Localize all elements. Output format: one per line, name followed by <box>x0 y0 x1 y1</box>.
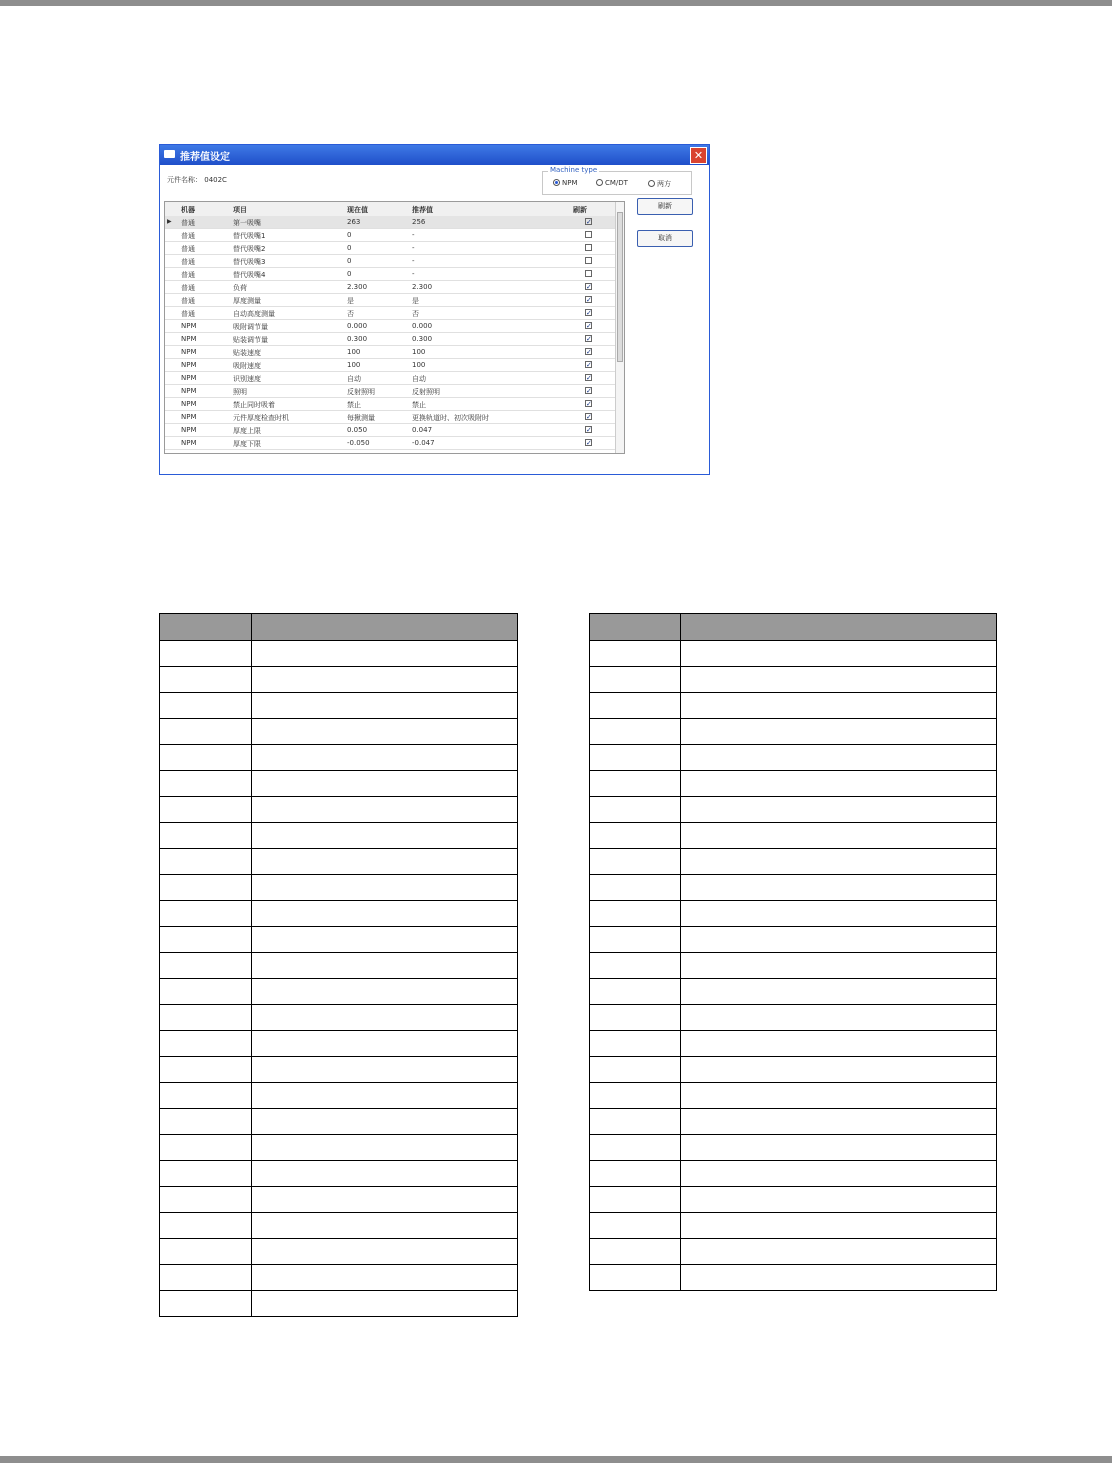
table-cell <box>160 1291 252 1317</box>
refresh-checkbox[interactable]: ✓ <box>586 283 592 291</box>
cell-machine: NPM <box>181 335 197 343</box>
table-row <box>590 667 997 693</box>
table-cell <box>590 1213 681 1239</box>
cell-item: 替代吸嘴4 <box>233 271 266 279</box>
grid-row[interactable] <box>165 424 615 437</box>
grid-row[interactable] <box>165 229 615 242</box>
table-cell <box>590 1109 681 1135</box>
table-cell <box>160 1005 252 1031</box>
table-cell <box>160 745 252 771</box>
table-cell <box>160 1109 252 1135</box>
table-cell <box>681 1083 997 1109</box>
refresh-checkbox[interactable]: ✓ <box>586 400 592 408</box>
cell-current: 禁止 <box>347 401 361 409</box>
cell-recommended: 100 <box>412 361 426 369</box>
table-cell <box>160 1057 252 1083</box>
table-header-row <box>160 614 518 641</box>
cell-current: 2.300 <box>347 283 368 291</box>
table-cell <box>590 1057 681 1083</box>
table-cell <box>681 1187 997 1213</box>
table-row <box>160 1109 518 1135</box>
table-cell <box>160 1083 252 1109</box>
cell-machine: 普通 <box>181 297 195 305</box>
table-row <box>590 745 997 771</box>
table-cell <box>681 1265 997 1291</box>
cell-item: 负荷 <box>233 284 247 292</box>
table-row <box>590 1109 997 1135</box>
cell-current: 自动 <box>347 375 361 383</box>
grid-row[interactable] <box>165 281 615 294</box>
cell-item: 厚度下限 <box>233 440 261 448</box>
table-cell <box>681 797 997 823</box>
table-cell <box>160 1239 252 1265</box>
cell-recommended: 100 <box>412 348 426 356</box>
table-cell <box>252 1083 518 1109</box>
table-row <box>590 823 997 849</box>
radio-cmdt[interactable]: CM/DT <box>596 179 628 187</box>
cell-machine: NPM <box>181 374 197 382</box>
grid-row[interactable] <box>165 411 615 424</box>
cell-recommended: 是 <box>412 297 419 305</box>
table-cell <box>252 1291 518 1317</box>
grid-header <box>165 202 615 217</box>
table-row <box>590 1083 997 1109</box>
left-blank-table <box>159 613 518 1317</box>
cell-item: 第一吸嘴 <box>233 219 261 227</box>
table-cell <box>681 641 997 667</box>
table-cell <box>590 693 681 719</box>
table-cell <box>681 1109 997 1135</box>
table-cell <box>590 719 681 745</box>
cell-item: 替代吸嘴2 <box>233 245 266 253</box>
table-row <box>160 797 518 823</box>
grid-row[interactable] <box>165 398 615 411</box>
table-cell <box>160 849 252 875</box>
cell-current: 100 <box>347 361 361 369</box>
table-cell <box>252 953 518 979</box>
table-row <box>160 641 518 667</box>
table-cell <box>252 1031 518 1057</box>
table-row <box>160 849 518 875</box>
table-cell <box>252 1239 518 1265</box>
col-recommended[interactable]: 推荐值 <box>412 206 433 214</box>
table-row <box>160 823 518 849</box>
cell-current: 0.300 <box>347 335 368 343</box>
table-row <box>160 1135 518 1161</box>
table-cell <box>160 667 252 693</box>
cell-machine: NPM <box>181 439 197 447</box>
table-cell <box>681 927 997 953</box>
table-cell <box>160 1187 252 1213</box>
cell-machine: NPM <box>181 413 197 421</box>
table-cell <box>160 823 252 849</box>
col-machine[interactable]: 机器 <box>181 206 195 214</box>
table-cell <box>681 901 997 927</box>
table-row <box>590 641 997 667</box>
table-row <box>590 693 997 719</box>
grid-row[interactable] <box>165 268 615 281</box>
grid-row[interactable] <box>165 385 615 398</box>
header-cell <box>252 614 518 641</box>
table-cell <box>252 1187 518 1213</box>
table-row <box>160 1005 518 1031</box>
scrollbar-thumb[interactable] <box>617 212 623 362</box>
cell-recommended: 0.047 <box>412 426 433 434</box>
cell-current: 反射照明 <box>347 388 375 396</box>
table-cell <box>252 771 518 797</box>
cell-item: 自动高度测量 <box>233 310 275 318</box>
refresh-checkbox[interactable]: ✓ <box>586 218 592 226</box>
cell-current: 263 <box>347 218 361 226</box>
table-row <box>160 667 518 693</box>
grid-row[interactable] <box>165 320 615 333</box>
table-row <box>590 1057 997 1083</box>
top-rule <box>0 0 1112 6</box>
table-cell <box>590 1239 681 1265</box>
table-header-row <box>590 614 997 641</box>
table-cell <box>252 1057 518 1083</box>
table-cell <box>681 667 997 693</box>
table-cell <box>160 641 252 667</box>
grid-row[interactable] <box>165 359 615 372</box>
cell-machine: NPM <box>181 400 197 408</box>
grid-row[interactable] <box>165 255 615 268</box>
cell-item: 吸附速度 <box>233 362 261 370</box>
table-cell <box>590 849 681 875</box>
col-current[interactable]: 现在值 <box>347 206 368 214</box>
table-cell <box>252 875 518 901</box>
table-row <box>160 693 518 719</box>
refresh-checkbox[interactable]: ✓ <box>586 439 592 447</box>
table-cell <box>681 823 997 849</box>
table-row <box>590 1031 997 1057</box>
table-cell <box>681 1031 997 1057</box>
cell-recommended: 反射照明 <box>412 388 440 396</box>
cancel-button[interactable]: 取消 <box>637 230 693 247</box>
table-cell <box>252 1109 518 1135</box>
refresh-checkbox[interactable]: ✓ <box>586 348 592 356</box>
grid-row[interactable] <box>165 242 615 255</box>
table-row <box>590 1005 997 1031</box>
cell-item: 贴装调节量 <box>233 336 268 344</box>
grid-row[interactable] <box>165 307 615 320</box>
refresh-checkbox[interactable] <box>585 270 592 277</box>
table-cell <box>590 1083 681 1109</box>
table-cell <box>590 1161 681 1187</box>
table-cell <box>252 1161 518 1187</box>
table-row <box>160 1187 518 1213</box>
cell-recommended: 0.300 <box>412 335 433 343</box>
table-cell <box>681 745 997 771</box>
header-cell <box>681 614 997 641</box>
table-row <box>590 1135 997 1161</box>
table-cell <box>590 953 681 979</box>
table-cell <box>252 1213 518 1239</box>
table-cell <box>681 1161 997 1187</box>
cell-recommended: -0.047 <box>412 439 435 447</box>
cell-machine: 普通 <box>181 232 195 240</box>
refresh-checkbox[interactable]: ✓ <box>586 374 592 382</box>
cell-machine: 普通 <box>181 310 195 318</box>
table-cell <box>681 1005 997 1031</box>
table-row <box>590 719 997 745</box>
refresh-checkbox[interactable] <box>585 244 592 251</box>
refresh-checkbox[interactable] <box>585 231 592 238</box>
cell-item: 贴装速度 <box>233 349 261 357</box>
table-cell <box>160 1161 252 1187</box>
table-row <box>160 1265 518 1291</box>
table-cell <box>252 719 518 745</box>
table-cell <box>681 1213 997 1239</box>
table-row <box>160 1057 518 1083</box>
cell-current: 0 <box>347 257 352 265</box>
table-cell <box>160 901 252 927</box>
table-row <box>590 927 997 953</box>
table-cell <box>590 901 681 927</box>
cell-machine: 普通 <box>181 258 195 266</box>
table-cell <box>252 927 518 953</box>
table-cell <box>160 1265 252 1291</box>
cell-current: 100 <box>347 348 361 356</box>
header-cell <box>160 614 252 641</box>
cell-item: 禁止同时吸着 <box>233 401 275 409</box>
cell-item: 厚度上限 <box>233 427 261 435</box>
refresh-checkbox[interactable]: ✓ <box>586 387 592 395</box>
table-cell <box>681 1135 997 1161</box>
table-row <box>590 1265 997 1291</box>
table-row <box>590 1239 997 1265</box>
radio-icon <box>596 179 603 186</box>
cell-current: 0.050 <box>347 426 368 434</box>
table-cell <box>160 927 252 953</box>
table-cell <box>252 641 518 667</box>
table-cell <box>160 979 252 1005</box>
table-row <box>590 797 997 823</box>
dialog-titlebar <box>160 145 709 165</box>
table-cell <box>681 693 997 719</box>
table-cell <box>681 719 997 745</box>
refresh-checkbox[interactable]: ✓ <box>586 309 592 317</box>
table-cell <box>681 849 997 875</box>
cell-recommended: 自动 <box>412 375 426 383</box>
cell-recommended: 否 <box>412 310 419 318</box>
cell-machine: NPM <box>181 387 197 395</box>
table-row <box>160 771 518 797</box>
cell-recommended: - <box>412 257 415 265</box>
machine-type-group <box>542 166 692 195</box>
cell-machine: 普通 <box>181 271 195 279</box>
refresh-checkbox[interactable]: ✓ <box>586 335 592 343</box>
table-cell <box>681 953 997 979</box>
refresh-checkbox[interactable]: ✓ <box>586 296 592 304</box>
table-cell <box>252 979 518 1005</box>
table-row <box>590 953 997 979</box>
table-cell <box>681 1057 997 1083</box>
cell-current: 0 <box>347 244 352 252</box>
table-cell <box>590 1031 681 1057</box>
table-cell <box>590 745 681 771</box>
cell-recommended: - <box>412 231 415 239</box>
table-cell <box>590 1005 681 1031</box>
dialog-title: 推荐值设定 <box>180 152 230 163</box>
table-cell <box>252 1135 518 1161</box>
table-cell <box>160 719 252 745</box>
refresh-checkbox[interactable]: ✓ <box>586 361 592 369</box>
table-cell <box>160 771 252 797</box>
grid-row[interactable] <box>165 216 615 229</box>
cell-machine: NPM <box>181 361 197 369</box>
cell-item: 替代吸嘴1 <box>233 232 266 240</box>
table-cell <box>590 979 681 1005</box>
cell-machine: NPM <box>181 348 197 356</box>
header-cell <box>590 614 681 641</box>
radio-selected-icon <box>553 179 560 186</box>
table-row <box>590 901 997 927</box>
component-value: 0402C <box>204 176 227 184</box>
table-cell <box>681 979 997 1005</box>
table-row <box>590 979 997 1005</box>
cell-current: -0.050 <box>347 439 370 447</box>
cell-current: 是 <box>347 297 354 305</box>
radio-npm[interactable]: NPM <box>553 179 578 187</box>
table-row <box>160 1213 518 1239</box>
grid-scrollbar[interactable] <box>615 202 625 453</box>
table-row <box>160 1239 518 1265</box>
cell-item: 吸附调节量 <box>233 323 268 331</box>
table-cell <box>252 693 518 719</box>
table-cell <box>590 797 681 823</box>
cell-item: 识别速度 <box>233 375 261 383</box>
component-name <box>167 175 227 185</box>
bottom-rule <box>0 1456 1112 1463</box>
table-row <box>160 745 518 771</box>
table-row <box>160 979 518 1005</box>
table-row <box>590 1213 997 1239</box>
cell-machine: 普通 <box>181 219 195 227</box>
table-cell <box>590 823 681 849</box>
cell-machine: 普通 <box>181 245 195 253</box>
machine-type-legend: Machine type <box>550 166 598 174</box>
cell-current: 0.000 <box>347 322 368 330</box>
table-cell <box>160 1031 252 1057</box>
cell-machine: 普通 <box>181 284 195 292</box>
current-row-arrow-icon: ▶ <box>167 218 172 225</box>
cell-recommended: 更换轨道时、初次吸附时 <box>412 414 489 422</box>
table-row <box>590 1161 997 1187</box>
table-cell <box>681 875 997 901</box>
cell-machine: NPM <box>181 426 197 434</box>
grid-row[interactable] <box>165 346 615 359</box>
table-cell <box>252 901 518 927</box>
table-row <box>160 1291 518 1317</box>
table-row <box>160 875 518 901</box>
table-row <box>160 901 518 927</box>
refresh-checkbox[interactable]: ✓ <box>586 426 592 434</box>
table-row <box>160 927 518 953</box>
table-row <box>590 875 997 901</box>
col-item[interactable]: 项目 <box>233 206 247 214</box>
table-cell <box>590 1265 681 1291</box>
table-cell <box>681 1239 997 1265</box>
cell-machine: NPM <box>181 322 197 330</box>
table-row <box>160 1031 518 1057</box>
cell-recommended: 2.300 <box>412 283 433 291</box>
table-cell <box>590 1187 681 1213</box>
table-cell <box>160 797 252 823</box>
table-cell <box>590 927 681 953</box>
table-cell <box>252 797 518 823</box>
close-button[interactable]: ✕ <box>690 147 707 164</box>
cell-recommended: 256 <box>412 218 426 226</box>
cell-item: 元件厚度检查时机 <box>233 414 289 422</box>
refresh-checkbox[interactable]: ✓ <box>586 322 592 330</box>
table-cell <box>252 667 518 693</box>
cell-recommended: 禁止 <box>412 401 426 409</box>
table-cell <box>590 771 681 797</box>
radio-both[interactable]: 两方 <box>648 179 671 189</box>
table-row <box>160 1161 518 1187</box>
cell-current: 否 <box>347 310 354 318</box>
table-cell <box>252 1265 518 1291</box>
grid-row[interactable] <box>165 437 615 450</box>
table-cell <box>590 641 681 667</box>
right-blank-table <box>589 613 997 1291</box>
table-cell <box>160 1135 252 1161</box>
table-cell <box>160 953 252 979</box>
cell-recommended: - <box>412 270 415 278</box>
grid-row[interactable] <box>165 333 615 346</box>
cell-item: 替代吸嘴3 <box>233 258 266 266</box>
refresh-checkbox[interactable]: ✓ <box>586 413 592 421</box>
table-row <box>590 771 997 797</box>
table-cell <box>252 745 518 771</box>
component-label: 元件名称： <box>167 176 202 184</box>
grid-row[interactable] <box>165 294 615 307</box>
table-cell <box>252 1005 518 1031</box>
table-cell <box>160 875 252 901</box>
table-cell <box>590 667 681 693</box>
table-row <box>590 849 997 875</box>
cell-current: 每揪测量 <box>347 414 375 422</box>
window-icon <box>164 150 175 158</box>
table-cell <box>681 771 997 797</box>
table-cell <box>160 693 252 719</box>
table-row <box>160 719 518 745</box>
cell-recommended: 0.000 <box>412 322 433 330</box>
cell-item: 厚度测量 <box>233 297 261 305</box>
recommended-value-dialog <box>159 144 710 475</box>
cell-recommended: - <box>412 244 415 252</box>
grid-row[interactable] <box>165 372 615 385</box>
refresh-button[interactable]: 刷新 <box>637 198 693 215</box>
table-row <box>160 1083 518 1109</box>
table-cell <box>252 849 518 875</box>
col-refresh[interactable]: 刷新 <box>573 206 587 214</box>
recommended-values-grid <box>164 201 625 454</box>
cell-item: 照明 <box>233 388 247 396</box>
table-row <box>160 953 518 979</box>
cell-current: 0 <box>347 270 352 278</box>
refresh-checkbox[interactable] <box>585 257 592 264</box>
radio-icon <box>648 180 655 187</box>
table-row <box>590 1187 997 1213</box>
table-cell <box>590 1135 681 1161</box>
table-cell <box>160 1213 252 1239</box>
cell-current: 0 <box>347 231 352 239</box>
table-cell <box>590 875 681 901</box>
table-cell <box>252 823 518 849</box>
